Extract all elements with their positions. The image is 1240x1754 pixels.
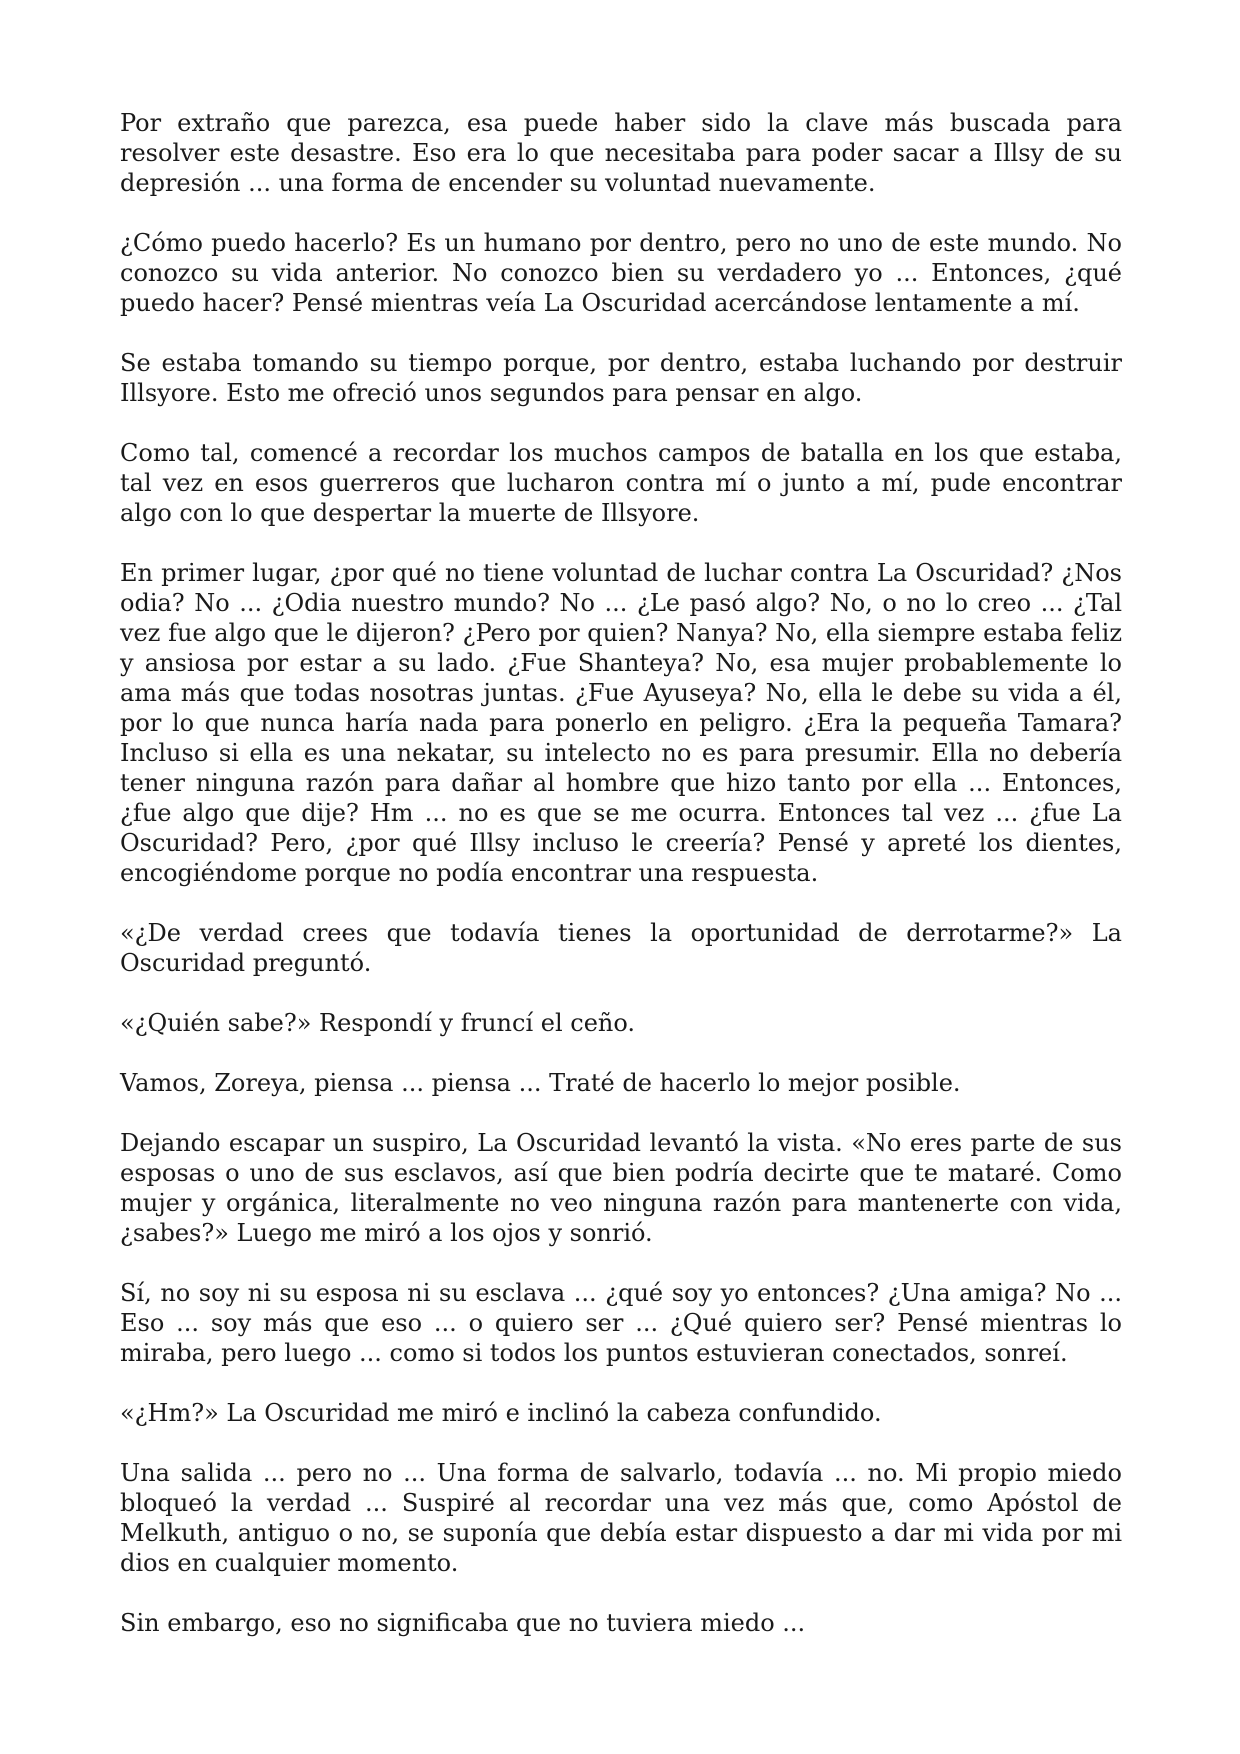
paragraph: «¿De verdad crees que todavía tienes la oportunidad de derrotarme?» La Oscuridad preguntó.: [120, 919, 1122, 977]
paragraph: En primer lugar, ¿por qué no tiene voluntad de luchar contra La Oscuridad? ¿Nos odia? No ... ¿Odia nuestro mundo? No ... ¿Le pasó algo? No, o no lo creo ... ¿Tal vez fue algo que le dijeron? ¿Pero por quien? Nanya? No, ella siempre estaba feliz y ansiosa por estar a su lado. ¿Fue Shanteya? No, esa mujer probablemente lo ama más que todas nosotras juntas. ¿Fue Ayuseya? No, ella le debe su vida a él, por lo que nunca haría nada para ponerlo en peligro. ¿Era la pequeña Tamara? Incluso si ella es una nekatar, su intelecto no es para presumir. Ella no debería tener ninguna razón para dañar al hombre que hizo tanto por ella ... Entonces, ¿fue algo que dije? Hm ... no es que se me ocurra. Entonces tal vez ... ¿fue La Oscuridad? Pero, ¿por qué Illsy incluso le creería? Pensé y apreté los dientes, encogiéndome porque no podía encontrar una respuesta.: [120, 559, 1122, 887]
paragraph: Sí, no soy ni su esposa ni su esclava ... ¿qué soy yo entonces? ¿Una amiga? No ... Eso ... soy más que eso ... o quiero ser ... ¿Qué quiero ser? Pensé mientras lo miraba, pero luego ... como si todos los puntos estuvieran conectados, sonreí.: [120, 1279, 1122, 1367]
paragraph: Se estaba tomando su tiempo porque, por dentro, estaba luchando por destruir Illsyore. Esto me ofreció unos segundos para pensar en algo.: [120, 349, 1122, 407]
paragraph: Una salida ... pero no ... Una forma de salvarlo, todavía ... no. Mi propio miedo bloqueó la verdad ... Suspiré al recordar una vez más que, como Apóstol de Melkuth, antiguo o no, se suponía que debía estar dispuesto a dar mi vida por mi dios en cualquier momento.: [120, 1459, 1122, 1577]
paragraph: ¿Cómo puedo hacerlo? Es un humano por dentro, pero no uno de este mundo. No conozco su vida anterior. No conozco bien su verdadero yo ... Entonces, ¿qué puedo hacer? Pensé mientras veía La Oscuridad acercándose lentamente a mí.: [120, 229, 1122, 317]
paragraph: «¿Quién sabe?» Respondí y fruncí el ceño.: [120, 1009, 636, 1037]
paragraph: «¿Hm?» La Oscuridad me miró e inclinó la cabeza confundido.: [120, 1399, 882, 1427]
paragraph: Vamos, Zoreya, piensa ... piensa ... Traté de hacerlo lo mejor posible.: [120, 1069, 961, 1097]
document-page: [120, 108, 1122, 1638]
paragraph: Como tal, comencé a recordar los muchos campos de batalla en los que estaba, tal vez en esos guerreros que lucharon contra mí o junto a mí, pude encontrar algo con lo que despertar la muerte de Illsyore.: [120, 439, 1122, 527]
paragraph: Sin embargo, eso no significaba que no tuviera miedo ...: [120, 1609, 806, 1637]
paragraph: Dejando escapar un suspiro, La Oscuridad levantó la vista. «No eres parte de sus esposas o uno de sus esclavos, así que bien podría decirte que te mataré. Como mujer y orgánica, literalmente no veo ninguna razón para mantenerte con vida, ¿sabes?» Luego me miró a los ojos y sonrió.: [120, 1129, 1122, 1247]
paragraph: Por extraño que parezca, esa puede haber sido la clave más buscada para resolver este desastre. Eso era lo que necesitaba para poder sacar a Illsy de su depresión ... una forma de encender su voluntad nuevamente.: [120, 109, 1122, 197]
